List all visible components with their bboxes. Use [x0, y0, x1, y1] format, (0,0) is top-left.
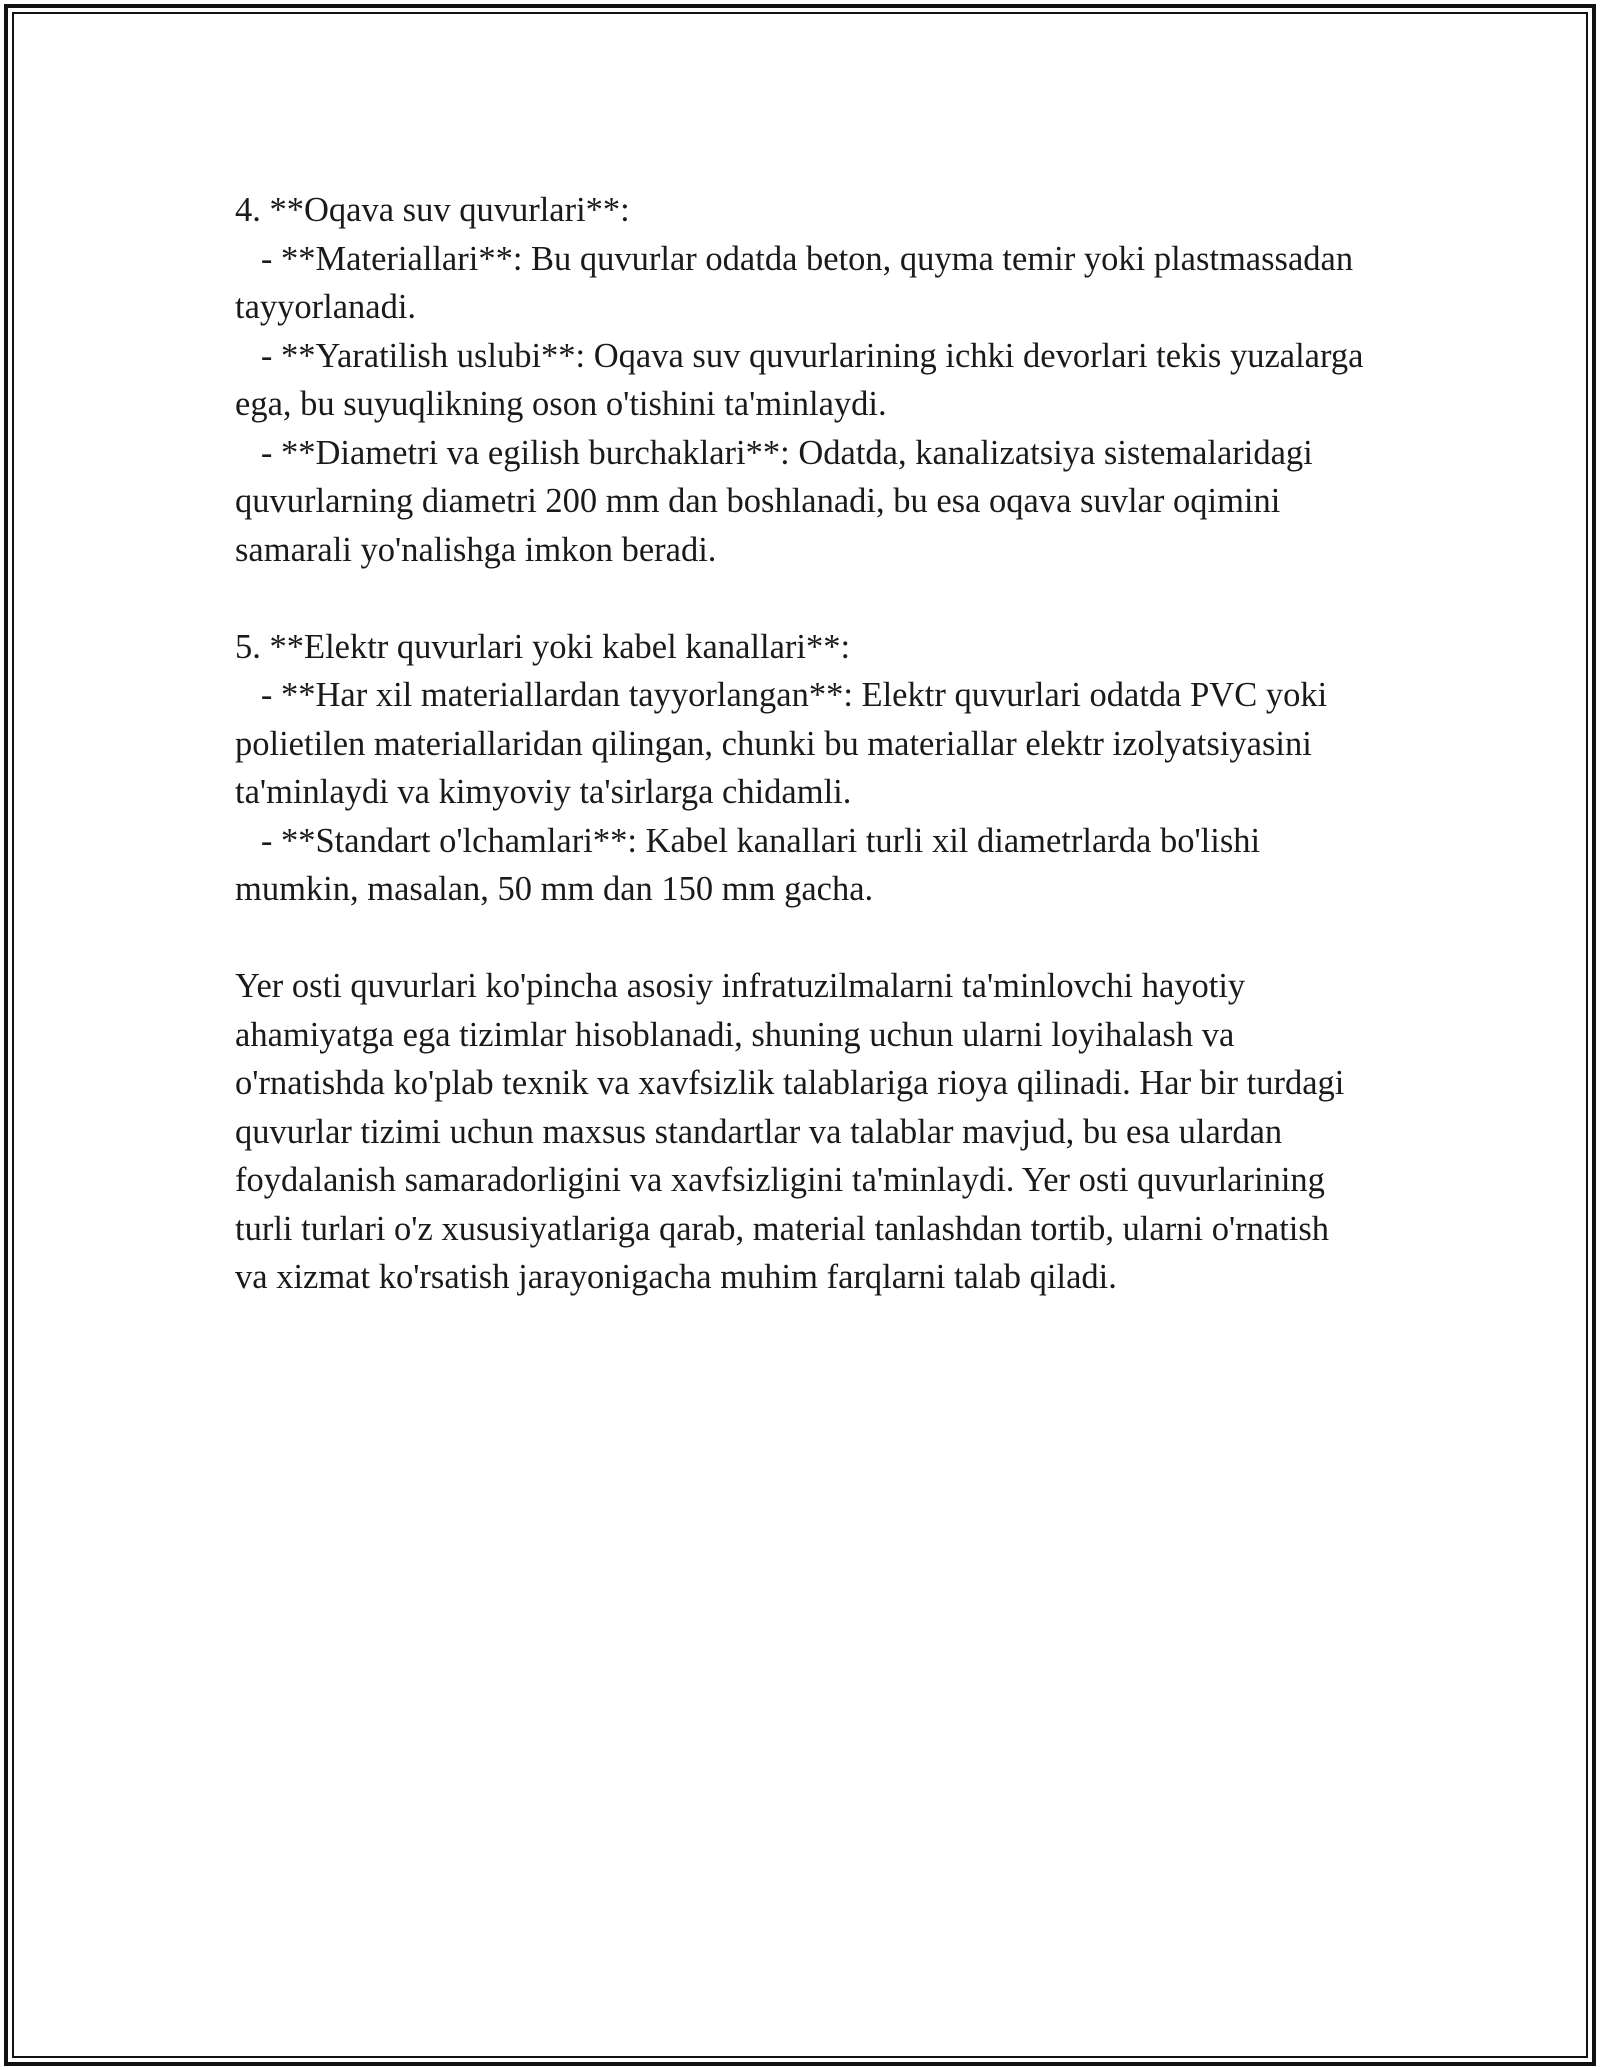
paragraph-spacer [235, 574, 1365, 623]
section-4-heading: 4. **Oqava suv quvurlari**: [235, 191, 630, 229]
section-5-item-materials: - **Har xil materiallardan tayyorlangan**: Elektr quvurlari odatda PVC yoki polietilen materiallaridan qilingan, chunki bu materiallar elektr izolyatsiyasini ta'minlaydi va kimyoviy ta'sirlarga chidamli. [235, 676, 1336, 811]
section-5-heading: 5. **Elektr quvurlari yoki kabel kanallari**: [235, 627, 851, 666]
section-4-item-materials: - **Materiallari**: Bu quvurlar odatda beton, quyma temir yoki plastmassadan tayyorlanadi. [235, 239, 1362, 326]
paragraph-spacer [235, 914, 1365, 963]
section-4-item-construction: - **Yaratilish uslubi**: Oqava suv quvurlarining ichki devorlari tekis yuzalarga ega, bu suyuqlikning oson o'tishini ta'minlaydi. [235, 336, 1373, 423]
document-body [235, 186, 1373, 1302]
section-4-item-diameter: - **Diametri va egilish burchaklari**: Odatda, kanalizatsiya sistemalaridagi quvurlarning diametri 200 mm dan boshlanadi, bu esa oqava suvlar oqimini samarali yo'nalishga imkon beradi. [235, 433, 1322, 569]
conclusion-paragraph: Yer osti quvurlari ko'pincha asosiy infratuzilmalarni ta'minlovchi hayotiy ahamiyatga ega tizimlar hisoblanadi, shuning uchun ularni loyihalash va o'rnatishda ko'plab texnik va xavfsizlik talablariga rioya qilinadi. Har bir turdagi quvurlar tizimi uchun maxsus standartlar va talablar mavjud, bu esa ulardan foydalanish samaradorligini va xavfsizligini ta'minlaydi. Yer osti quvurlarining turli turlari o'z xususiyatlariga qarab, material tanlashdan tortib, ularni o'rnatish va xizmat ko'rsatish jarayonigacha muhim farqlarni talab qiladi. [235, 967, 1354, 1296]
section-5-item-sizes: - **Standart o'lchamlari**: Kabel kanallari turli xil diametrlarda bo'lishi mumkin, masalan, 50 mm dan 150 mm gacha. [235, 821, 1269, 908]
